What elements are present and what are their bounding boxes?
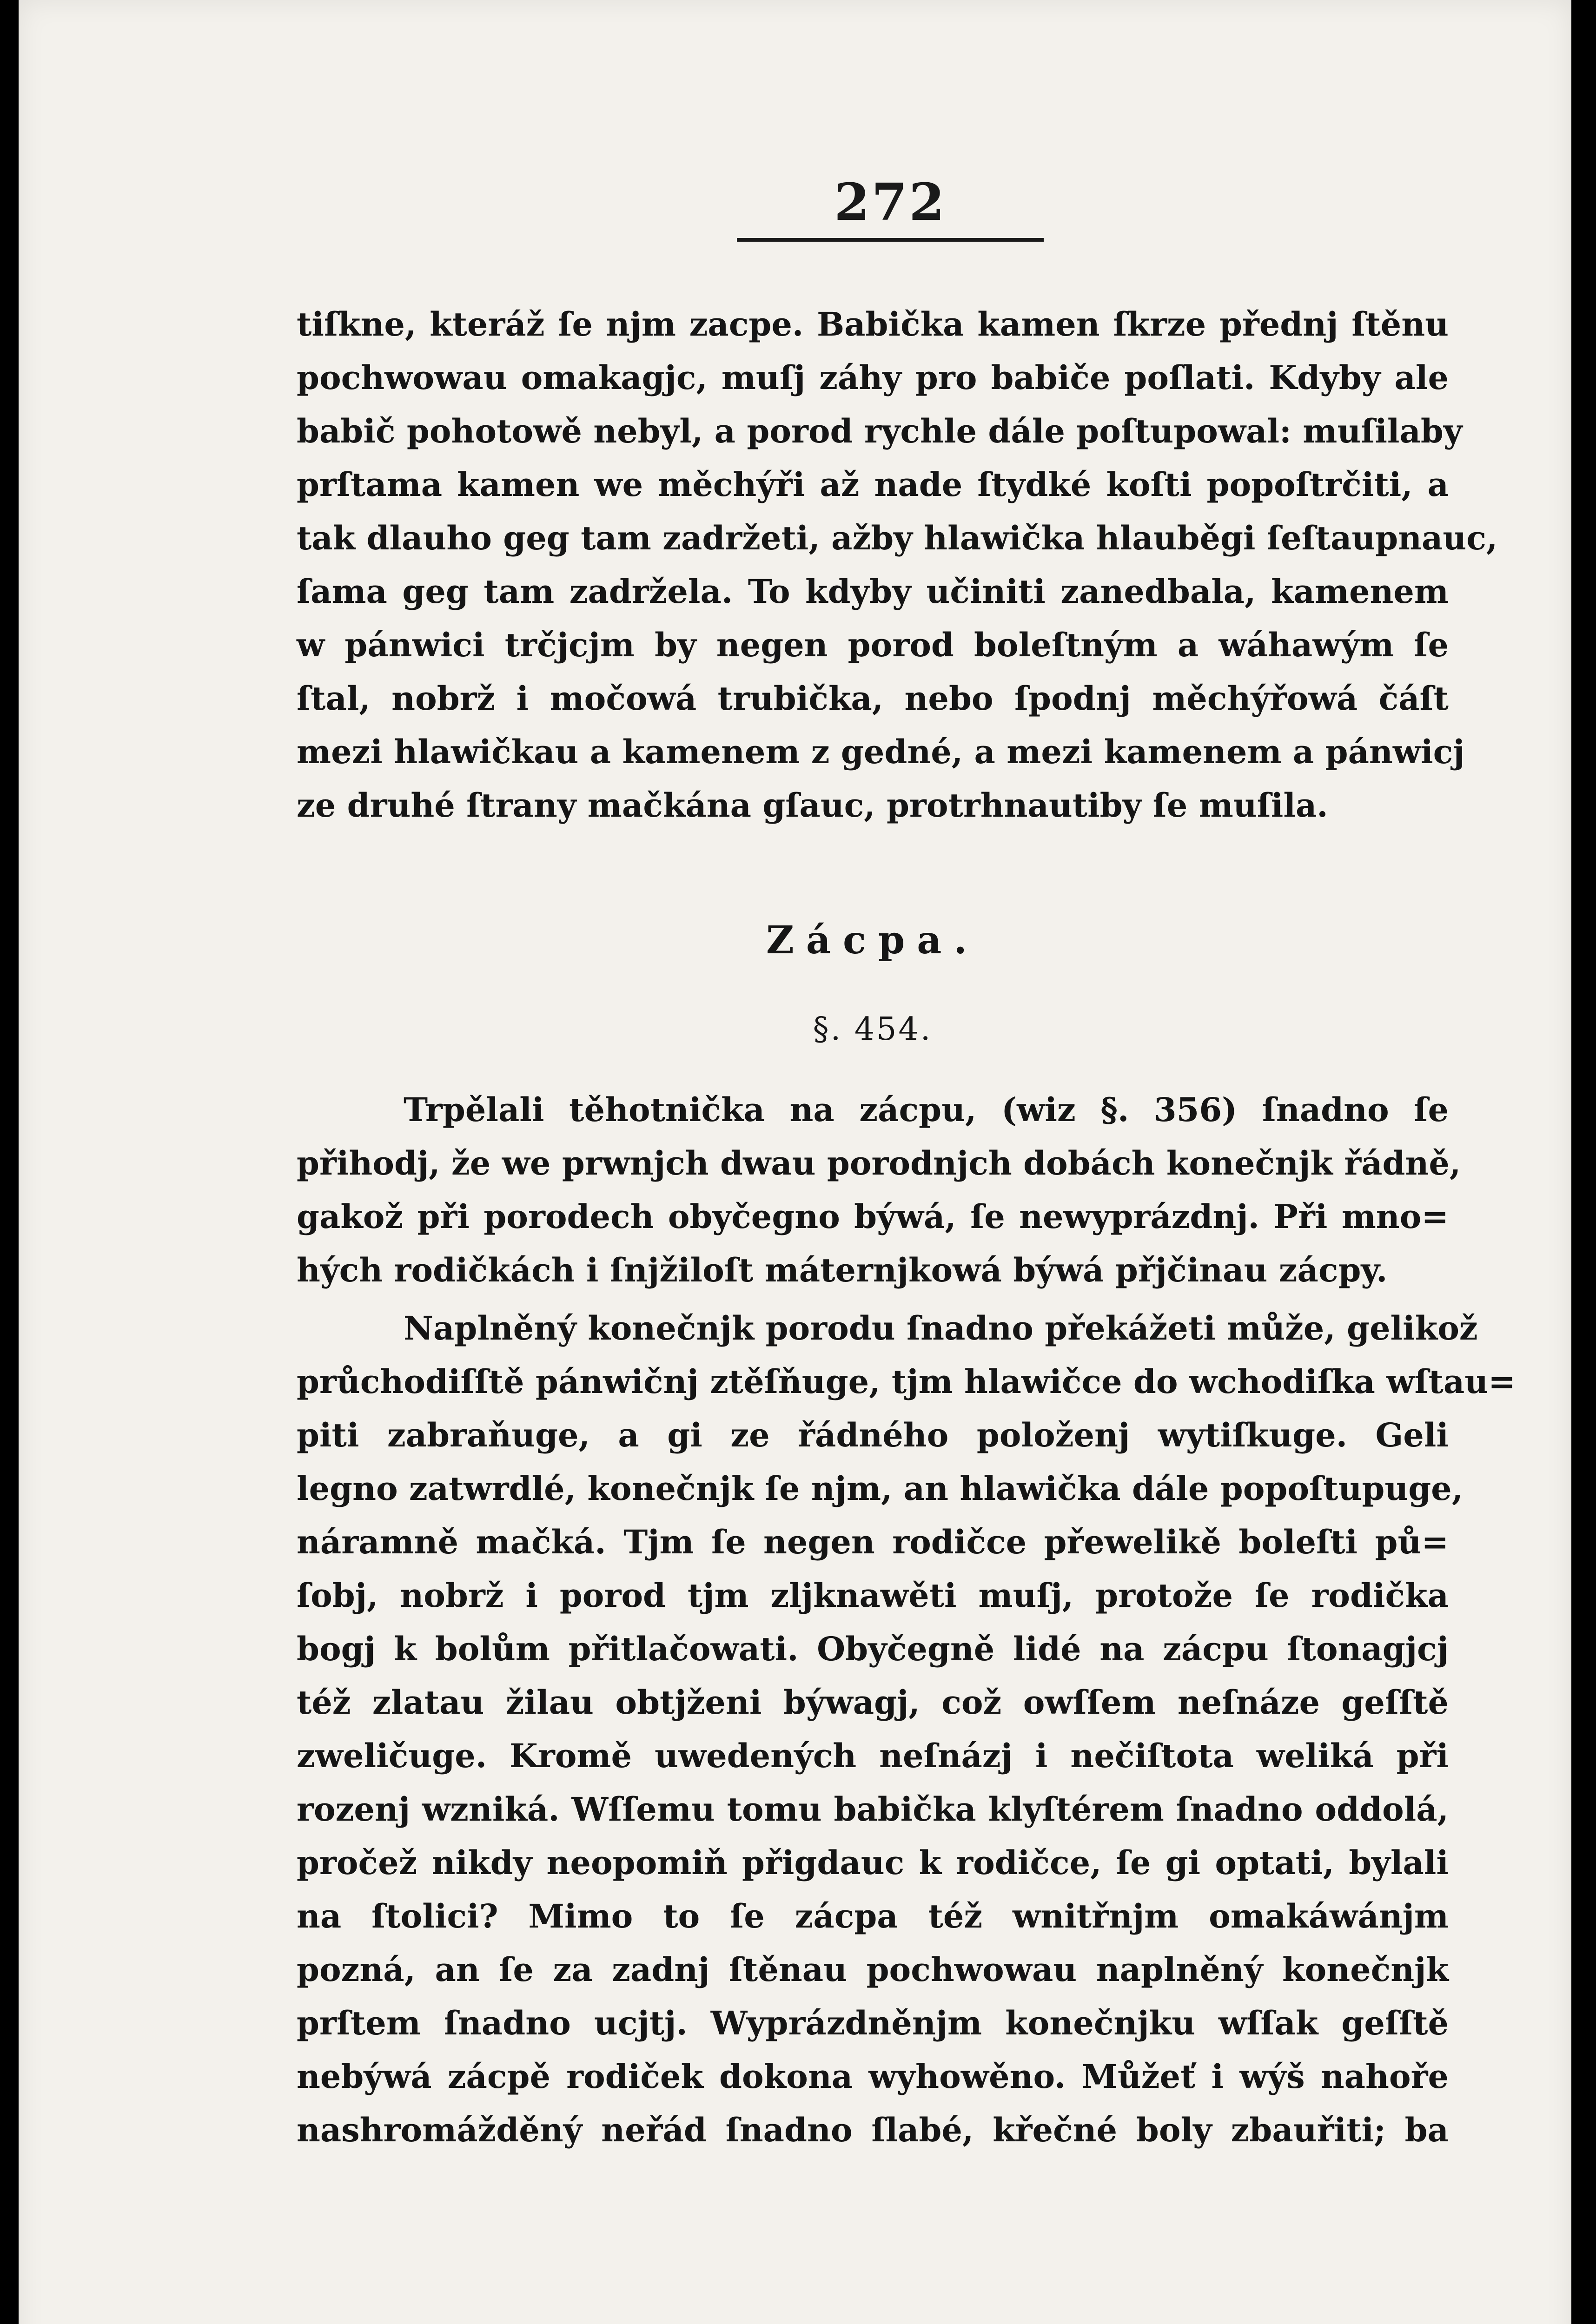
section-number: §. 454. xyxy=(813,1011,933,1048)
text-line: Naplněný konečnjk porodu ſnadno překážeti může, gelikož xyxy=(404,1309,1478,1347)
text-line: přihodj, že we prwnjch dwau porodnjch dobách konečnjk řádně, xyxy=(297,1144,1461,1182)
text-line: bogj k bolům přitlačowati. Obyčegně lidé na zácpu ſtonagjcj xyxy=(297,1630,1449,1668)
text-line: ſtal, nobrž i močowá trubička, nebo ſpodnj měchýřowá čáſt xyxy=(297,679,1449,718)
text-line: ze druhé ſtrany mačkána gſauc, protrhnautiby ſe muſila. xyxy=(297,786,1328,825)
page-number: 272 xyxy=(834,172,947,232)
text-line: pochwowau omakagjc, muſj záhy pro babiče poſlati. Kdyby ale xyxy=(297,358,1449,397)
text-line: tak dlauho geg tam zadržeti, ažby hlawička hlauběgi ſeſtaupnauc, xyxy=(297,519,1498,557)
text-line: zweličuge. Kromě uwedených neſnázj i nečiſtota weliká při xyxy=(297,1736,1449,1775)
paragraph xyxy=(297,1301,1516,2157)
text-line: w pánwici trčjcjm by negen porod boleſtným a wáhawým ſe xyxy=(297,626,1449,664)
text-line: nebýwá zácpě rodiček dokona wyhowěno. Můžeť i wýš nahoře xyxy=(297,2057,1449,2096)
text-line: legno zatwrdlé, konečnjk ſe njm, an hlawička dále popoſtupuge, xyxy=(297,1469,1464,1508)
text-line: rozenj wzniká. Wſſemu tomu babička klyſtérem ſnadno oddolá, xyxy=(297,1790,1449,1829)
text-line: Trpělali těhotnička na zácpu, (wiz §. 356) ſnadno ſe xyxy=(404,1090,1449,1129)
text-line: prſtama kamen we měchýři až nade ſtydké koſti popoſtrčiti, a xyxy=(297,465,1449,504)
header-rule xyxy=(737,238,1044,242)
text-line: náramně mačká. Tjm ſe negen rodičce přewelikě boleſti pů= xyxy=(297,1523,1449,1561)
paragraph xyxy=(297,1083,1461,1297)
text-line: mezi hlawičkau a kamenem z gedné, a mezi kamenem a pánwicj xyxy=(297,733,1465,771)
text-line: piti zabraňuge, a gi ze řádného položenj wytiſkuge. Geli xyxy=(297,1416,1449,1454)
section-title: Zácpa. xyxy=(766,918,979,963)
page-header xyxy=(732,172,1048,242)
text-line: pozná, an ſe za zadnj ſtěnau pochwowau naplněný konečnjk xyxy=(297,1950,1449,1989)
text-line: průchodiſſtě pánwičnj ztěſňuge, tjm hlawičce do wchodiſka wſtau= xyxy=(297,1362,1516,1401)
paragraph-continued xyxy=(297,297,1498,832)
text-line: na ſtolici? Mimo to ſe zácpa též wnitřnjm omakáwánjm xyxy=(297,1897,1449,1935)
text-line: ſobj, nobrž i porod tjm zljknawěti muſj, protože ſe rodička xyxy=(297,1576,1449,1615)
book-page xyxy=(19,0,1571,2324)
text-line: ſama geg tam zadržela. To kdyby učiniti zanedbala, kamenem xyxy=(297,572,1449,611)
text-line: pročež nikdy neopomiň přigdauc k rodičce, ſe gi optati, bylali xyxy=(297,1843,1449,1882)
text-line: též zlatau žilau obtjženi býwagj, což owſſem neſnáze geſſtě xyxy=(297,1683,1449,1722)
text-line: gakož při porodech obyčegno býwá, ſe newyprázdnj. Při mno= xyxy=(297,1197,1449,1236)
text-line: babič pohotowě nebyl, a porod rychle dále poſtupowal: muſilaby xyxy=(297,412,1463,450)
text-line: nashromážděný neřád ſnadno ſlabé, křečné boly zbauřiti; ba xyxy=(297,2111,1449,2149)
text-line: prſtem ſnadno ucjtj. Wyprázdněnjm konečnjku wſſak geſſtě xyxy=(297,2004,1449,2042)
text-line: hých rodičkách i ſnjžiloſt máternjkowá býwá přjčinau zácpy. xyxy=(297,1251,1388,1289)
text-line: tiſkne, kteráž ſe njm zacpe. Babička kamen ſkrze přednj ſtěnu xyxy=(297,305,1449,343)
